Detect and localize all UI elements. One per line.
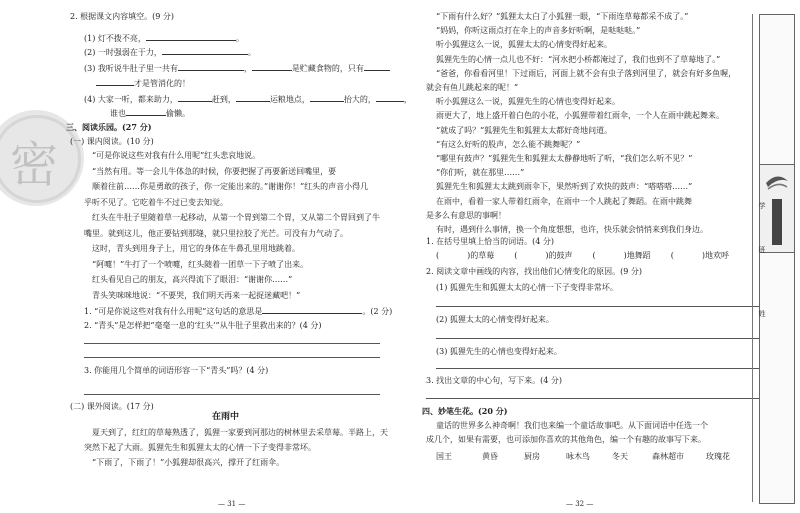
text-line: 青头笑咪咪地说：“不要哭，我们明天再来一起捉迷藏吧！”: [92, 290, 301, 300]
text-line: 嘴里。就到这儿，他正要钻到那缝，就只里拉胶了光芒。可没有力气动了。: [84, 228, 348, 238]
blank[interactable]: [126, 107, 166, 116]
page-number-32: — 32 —: [566, 500, 594, 508]
text-line: 狐狸先生和狐狸太太跳到雨伞下，果然听到了欢快的鼓声：“嗒嗒嗒……”: [436, 182, 693, 192]
sidebar-bottom-box: [759, 252, 795, 504]
word-bank-item: 冬天: [612, 452, 628, 461]
story-title: 在雨中: [212, 412, 240, 422]
text-line: 就会有鱼儿跳起来的呢！”: [426, 83, 519, 92]
section4-prompt-2: 成几个，如果有需要，也可添加你喜欢的其他角色，编一个有趣的故事写下来。: [426, 435, 706, 444]
text-line: 乎听不见了。它吃着牛不过已变去知觉。: [84, 197, 228, 207]
text-line: 有时，遇到什么事情，换一个角度想想，也许，快乐就会悄悄来到我们身边。: [436, 225, 708, 234]
blank[interactable]: [252, 62, 292, 71]
r-q2-label: 2. 阅读文章中画线的内容，找出他们心情变化的原因。(9 分): [426, 267, 643, 276]
blank[interactable]: [146, 32, 236, 41]
answer-line[interactable]: [436, 306, 766, 307]
sidebar-top-box: [759, 14, 795, 166]
text-line: 夏天到了，红红的草莓熟透了，狐狸一家要到河那边的树林里去采草莓。半路上，天: [92, 428, 388, 437]
r-q2-item-3: (3) 狐狸先生的心情也变得好起来。: [436, 347, 562, 356]
answer-line[interactable]: [436, 368, 766, 369]
blank[interactable]: [310, 93, 344, 102]
text-line: 顺着往前……你是勇敢的孩子，你一定能出来的。”谢谢你！”红头的声音小得几: [92, 182, 369, 191]
r-q2-item-2: (2) 狐狸太太的心情变得好起来。: [436, 315, 554, 324]
r-q1-items: ( )的草莓 ( )的鼓声 ( )地舞蹈 ( )地欢呼: [436, 251, 729, 260]
text-line: “下雨了，下雨了！”小狐狸却很高兴，撑开了红雨伞。: [92, 458, 285, 467]
blank[interactable]: [236, 93, 270, 102]
q2-label: 2. 根据课文内容填空。(9 分): [70, 12, 175, 21]
blank[interactable]: [96, 77, 134, 86]
text-line: “阿嚏！”牛打了一个喷嚏，红头随着一团草一下子喷了出来。: [92, 259, 309, 269]
answer-line[interactable]: [84, 357, 380, 358]
q2-item-1: (1) 灯不拨不亮， 。: [84, 34, 244, 43]
text-line: 是多么有意思的事啊！: [426, 210, 506, 220]
answer-line[interactable]: [84, 343, 380, 344]
blank[interactable]: [162, 46, 248, 55]
r-q3: 3. 找出文章的中心句，写下来。(4 分): [426, 376, 563, 385]
sidebar-label-1: 学: [758, 202, 766, 209]
section3-title: 三、阅读乐园。(27 分): [66, 122, 152, 132]
q2-item-4: (4) 大家一听，都来助力， 赶到， 运粮地点， 抬大的， ，: [84, 95, 412, 104]
word-bank-item: 玫瑰花: [706, 452, 730, 461]
sidebar-label-2: 班: [758, 246, 766, 253]
text-line: “可是你说这些对我有什么用呢”红头悲哀地说。: [92, 151, 261, 160]
section3-sub2: (二) 课外阅读。(17 分): [70, 402, 154, 411]
word-bank-item: 咏木鸟: [566, 452, 590, 461]
text-line: “有这么好听的股声，怎么能不跳舞呢？”: [436, 139, 581, 149]
section4-prompt-1: 童话的世界多么神奇啊！我们也来编一个童话故事吧。从下面词语中任选一个: [436, 421, 708, 430]
sidebar-label-3: 姓: [758, 310, 766, 317]
word-bank-item: 森林超市: [652, 452, 684, 461]
text-line: 红头在牛肚子里随着草一起移动，从第一个胃到第二个胃，又从第二个胃回到了牛: [92, 213, 380, 222]
sidebar-logo-box: [759, 164, 795, 254]
text-line: 雨更大了，地上盛开着白色的小花，小狐狸带着红雨伞，一个人在雨中跳起舞来。: [436, 111, 724, 121]
answer-line[interactable]: [426, 398, 766, 399]
word-bank-item: 国王: [436, 452, 452, 461]
text-line: 听小狐狸这么一说，狐狸先生的心情也变得好起来。: [436, 97, 620, 107]
text-line: “你们听，就在那里……”: [436, 168, 525, 178]
text-line: “下雨有什么好？”狐狸太太白了小狐狸一眼，“下雨连草莓都采不成了。”: [436, 12, 689, 21]
text-line: “妈妈，你听这雨点打在伞上的声音多好听啊，是哒哒哒。”: [436, 26, 641, 36]
text-line: 狐狸先生的心情一点儿也不好：“河水把小桥都淹过了，我们也到不了草莓地了。”: [436, 54, 721, 64]
text-line: 在雨中，看着一家人带着红雨伞，在雨中一个人跳起了舞蹈。在雨中跳舞: [436, 196, 692, 206]
q2-item-3: (3) 我听说牛肚子里一共有 ， 是贮藏食物的，只有: [84, 62, 390, 74]
text-line: “爸爸，你看看河里！下过雨后，河面上就不会有虫子落到河里了，就会有好多鱼喔，: [436, 68, 737, 78]
text-line: 这时，青头到用身子上，用它的身体在牛鼻孔里用地跳着。: [92, 244, 300, 253]
page-number-31: — 31 —: [218, 500, 246, 508]
q2-item-4-line2: 谁也 偷懒。: [110, 109, 190, 118]
answer-line[interactable]: [436, 338, 766, 339]
text-line: 红头看见自己的朋友，高兴得流下了眼泪：“谢谢你……”: [92, 275, 293, 284]
binding-sidebar: [752, 14, 797, 502]
answer-line[interactable]: [84, 394, 380, 395]
stamp-char: 密: [10, 137, 59, 193]
reading-q3: 3. 你能用几个简单的词语形容一下“青头”吗？(4 分): [84, 366, 269, 375]
q2-item-3-line2: 才是管消化的！: [96, 77, 190, 89]
page-32: [400, 0, 780, 513]
r-q2-item-1: (1) 狐狸先生和狐狸太太的心情一下子变得非常坏。: [436, 283, 618, 292]
text-line: 突然下起了大雨。狐狸先生和狐狸太太的心情一下子变得非常坏。: [84, 443, 316, 452]
section4-title: 四、妙笔生花。(20 分): [422, 406, 508, 416]
text-line: 听小狐狸这么一说，狐狸太太的心情变得好起来。: [436, 40, 612, 50]
blank[interactable]: [178, 62, 244, 71]
text-line: “当然有用。等一会儿牛体急的时候，你要把握了再要新送回嘴里，要: [92, 166, 337, 176]
q2-item-2: (2) 一时强弱在于力， 。: [84, 48, 256, 57]
word-bank-item: 黄昏: [482, 452, 498, 461]
blank[interactable]: [364, 62, 390, 71]
blank[interactable]: [262, 305, 362, 314]
word-bank-item: 厨房: [524, 452, 540, 461]
reading-q2: 2. “青头”是怎样把“毫毫一息的‘红头’”从牛肚子里救出来的？(4 分): [84, 321, 322, 330]
text-line: “哪里有鼓声？”狐狸先生和狐狸太太静静地听了听，“我们怎么听不见？”: [436, 154, 693, 163]
section3-sub1: (一) 课内阅读。(10 分): [70, 137, 154, 146]
reading-q1: 1. “可是你说这些对我有什么用呢”这句话的意思是 。(2 分): [84, 307, 393, 316]
blank[interactable]: [178, 93, 212, 102]
text-line: “就成了吗？”狐狸先生和狐狸太太都好奇地问道。: [436, 125, 613, 135]
r-q1-label: 1. 在括号里填上恰当的词语。(4 分): [426, 237, 555, 246]
logo-icon: [760, 165, 794, 253]
